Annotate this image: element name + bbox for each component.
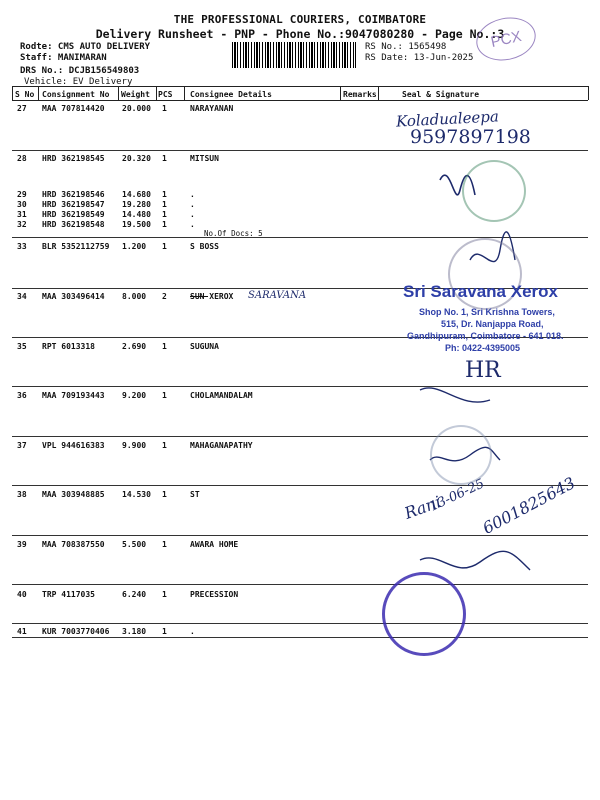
staff-label: Staff: MANIMARAN — [20, 53, 107, 63]
vehicle-label: Vehicle: EV Delivery — [24, 77, 133, 87]
seal-address-line3: Gandhipuram, Coimbatore - 641 018. — [407, 331, 564, 341]
signature-row-27: Koladualeepa — [395, 107, 500, 131]
col-consignee: Consignee Details — [190, 90, 272, 99]
col-signature: Seal & Signature — [402, 90, 480, 99]
seal-address-line1: Shop No. 1, Sri Krishna Towers, — [419, 307, 555, 317]
col-weight: Weight — [121, 90, 150, 99]
signature-row-38: Rani — [401, 492, 444, 523]
col-sno: S No — [15, 90, 35, 99]
drs-number: DRS No.: DCJB156549803 — [20, 66, 140, 76]
round-stamp — [462, 160, 526, 222]
runsheet-subtitle: Delivery Runsheet - PNP - Phone No.:9047080280 - Page No.:3 — [95, 27, 505, 41]
seal-address-line2: 515, Dr. Nanjappa Road, — [441, 319, 544, 329]
signature-row-35: HR — [465, 358, 501, 383]
strikeout-mark — [190, 296, 208, 297]
route-label: Rodte: CMS AUTO DELIVERY — [20, 42, 151, 52]
rs-number: RS No.: 1565498 — [365, 42, 447, 52]
company-seal — [403, 282, 564, 354]
table-header-border — [12, 100, 588, 101]
handwritten-signatures — [400, 150, 580, 630]
round-stamp — [382, 572, 466, 656]
col-remarks: Remarks — [343, 90, 377, 99]
phone-row-27: 9597897198 — [410, 126, 531, 148]
date-row-38: 13-06-25 — [427, 476, 487, 515]
handwritten-note-row-34: SARAVANA — [248, 290, 307, 301]
seal-phone: Ph: 0422-4395005 — [445, 343, 521, 353]
table-top-border — [12, 86, 588, 87]
phone-row-38: 6001825643 — [479, 473, 579, 538]
rs-date: RS Date: 13-Jun-2025 — [365, 53, 474, 63]
company-title: THE PROFESSIONAL COURIERS, COIMBATORE — [173, 13, 427, 26]
pcx-stamp: PCX — [472, 12, 539, 66]
round-stamp — [430, 425, 492, 485]
seal-name: Sri Saravana Xerox — [403, 282, 558, 301]
col-pcs: PCS — [158, 90, 173, 99]
col-consignment: Consignment No — [42, 90, 110, 99]
barcode — [232, 42, 356, 68]
